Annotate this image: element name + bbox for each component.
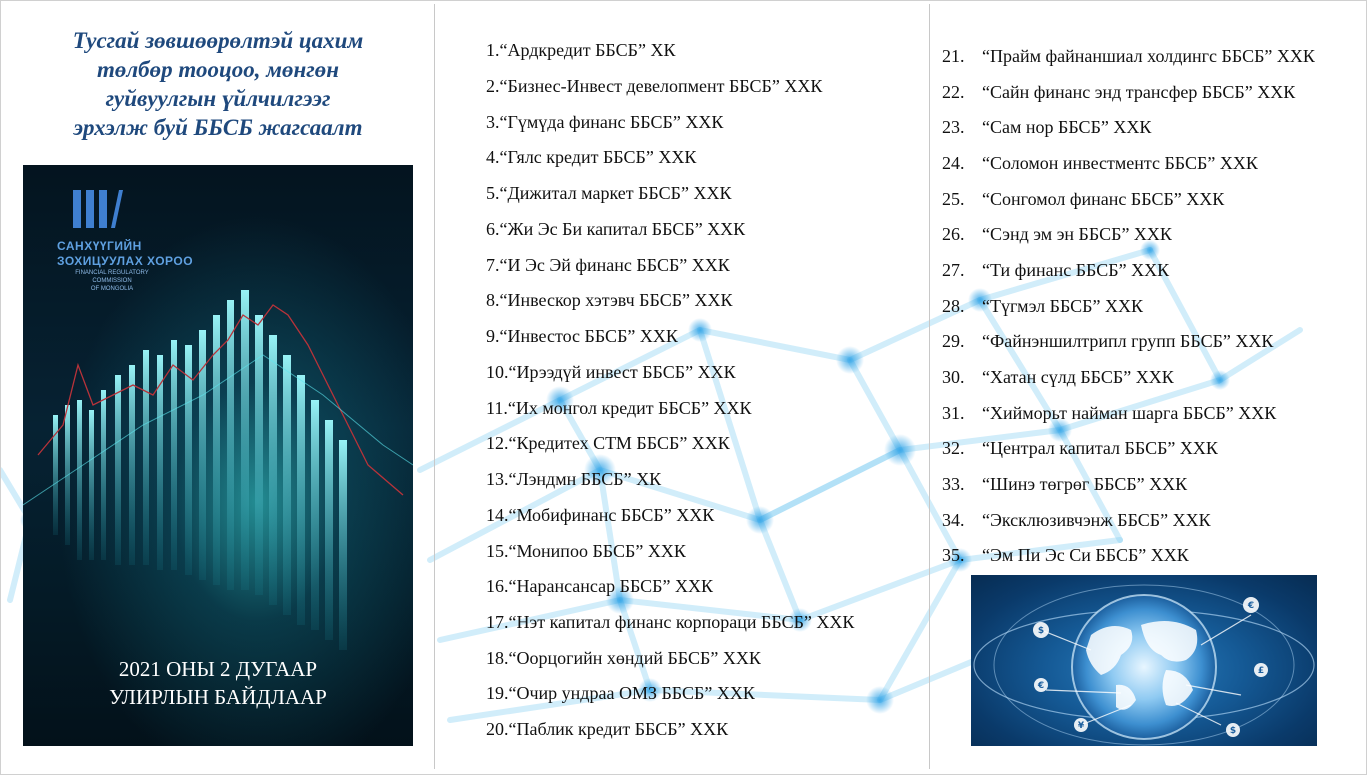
title-line: төлбөр тооцоо, мөнгөн [96, 57, 340, 82]
item-number: 31. [942, 403, 965, 423]
item-number: 22. [942, 82, 965, 102]
item-name: “Ти финанс ББСБ” ХХК [982, 260, 1170, 280]
item-number: 24. [942, 153, 965, 173]
list-item: 20.“Паблик кредит ББСБ” ХХК [486, 719, 729, 739]
item-name: “Сонгомол финанс ББСБ” ХХК [982, 189, 1225, 209]
org-name-en: OF MONGOLIA [90, 286, 134, 292]
item-number: 26. [942, 224, 965, 244]
period-line: 2021 ОНЫ 2 ДУГААР [118, 657, 318, 681]
item-number: 33. [942, 474, 965, 494]
list-item: 14.“Мобифинанс ББСБ” ХХК [486, 505, 715, 525]
list-item: 7.“И Эс Эй финанс ББСБ” ХХК [486, 255, 730, 275]
globe-graphic [971, 575, 1317, 746]
list-item: 9.“Инвестос ББСБ” ХХК [486, 326, 678, 346]
item-name: “Прайм файнаншиал холдингс ББСБ” ХХК [982, 46, 1315, 66]
item-number: 34. [942, 510, 965, 530]
item-name: “Хийморьт найман шарга ББСБ” ХХК [982, 403, 1277, 423]
item-name: “Сайн финанс энд трансфер ББСБ” ХХК [982, 82, 1296, 102]
list-item: 18.“Оорцогийн хөндий ББСБ” ХХК [486, 648, 761, 668]
list-item: 15.“Монипоо ББСБ” ХХК [486, 541, 686, 561]
item-name: “Файнэншилтрипл групп ББСБ” ХХК [982, 331, 1274, 351]
svg-text:€: € [1037, 681, 1045, 691]
list-item: 11.“Их монгол кредит ББСБ” ХХК [486, 398, 752, 418]
svg-text:£: £ [1257, 666, 1265, 676]
org-name-line: ЗОХИЦУУЛАХ ХОРОО [57, 254, 194, 268]
org-name-en: FINANCIAL REGULATORY COMMISSION [75, 270, 149, 284]
item-name: “Хатан сүлд ББСБ” ХХК [982, 367, 1174, 387]
item-name: “Түгмэл ББСБ” ХХК [982, 296, 1144, 316]
item-name: “Эксклюзивчэнж ББСБ” ХХК [982, 510, 1211, 530]
item-name: “Сам нор ББСБ” ХХК [982, 117, 1152, 137]
item-number: 23. [942, 117, 965, 137]
svg-text:$: $ [1229, 726, 1237, 736]
item-number: 30. [942, 367, 965, 387]
slide-title [28, 26, 408, 142]
item-number: 21. [942, 46, 965, 66]
list-item: 16.“Нарансансар ББСБ” ХХК [486, 576, 714, 596]
item-name: “Централ капитал ББСБ” ХХК [982, 438, 1218, 458]
column-divider-right [929, 4, 930, 769]
title-line: эрхэлж буй ББСБ жагсаалт [73, 115, 363, 140]
list-item: 13.“Лэндмн ББСБ” ХК [486, 469, 662, 489]
list-item: 17.“Нэт капитал финанс корпораци ББСБ” ХХК [486, 612, 855, 632]
title-line: Тусгай зөвшөөрөлтэй цахим [72, 28, 364, 53]
item-number: 35. [942, 545, 965, 565]
svg-text:$: $ [1037, 626, 1045, 636]
list-item: 19.“Очир ундраа ОМЗ ББСБ” ХХК [486, 683, 755, 703]
list-item: 3.“Гүмүда финанс ББСБ” ХХК [486, 112, 724, 132]
svg-text:€: € [1247, 601, 1255, 611]
item-name: “Эм Пи Эс Си ББСБ” ХХК [982, 545, 1189, 565]
regulator-logo [57, 239, 193, 293]
list-item: 4.“Гялс кредит ББСБ” ХХК [486, 147, 697, 167]
list-item: 10.“Ирээдүй инвест ББСБ” ХХК [486, 362, 736, 382]
list-item: 5.“Дижитал маркет ББСБ” ХХК [486, 183, 732, 203]
list-item: 2.“Бизнес-Инвест девелопмент ББСБ” ХХК [486, 76, 823, 96]
list-item: 8.“Инвескор хэтэвч ББСБ” ХХК [486, 290, 733, 310]
item-number: 29. [942, 331, 965, 351]
item-number: 28. [942, 296, 965, 316]
list-item: 12.“Кредитех СТМ ББСБ” ХХК [486, 433, 730, 453]
column-divider-left [434, 4, 435, 769]
item-number: 25. [942, 189, 965, 209]
item-number: 27. [942, 260, 965, 280]
item-name: “Шинэ төгрөг ББСБ” ХХК [982, 474, 1188, 494]
globe-network-image [971, 575, 1317, 746]
item-number: 32. [942, 438, 965, 458]
report-period [23, 655, 413, 711]
title-line: гуйвуулгын үйлчилгээг [105, 86, 331, 111]
list-item: 6.“Жи Эс Би капитал ББСБ” ХХК [486, 219, 746, 239]
org-name-line: САНХҮҮГИЙН [57, 239, 142, 253]
item-name: “Соломон инвестментс ББСБ” ХХК [982, 153, 1258, 173]
report-cover-image [23, 165, 413, 746]
item-name: “Сэнд эм эн ББСБ” ХХК [982, 224, 1172, 244]
svg-text:¥: ¥ [1077, 721, 1085, 731]
list-item: 1.“Ардкредит ББСБ” ХК [486, 40, 676, 60]
period-line: УЛИРЛЫН БАЙДЛААР [109, 685, 327, 709]
